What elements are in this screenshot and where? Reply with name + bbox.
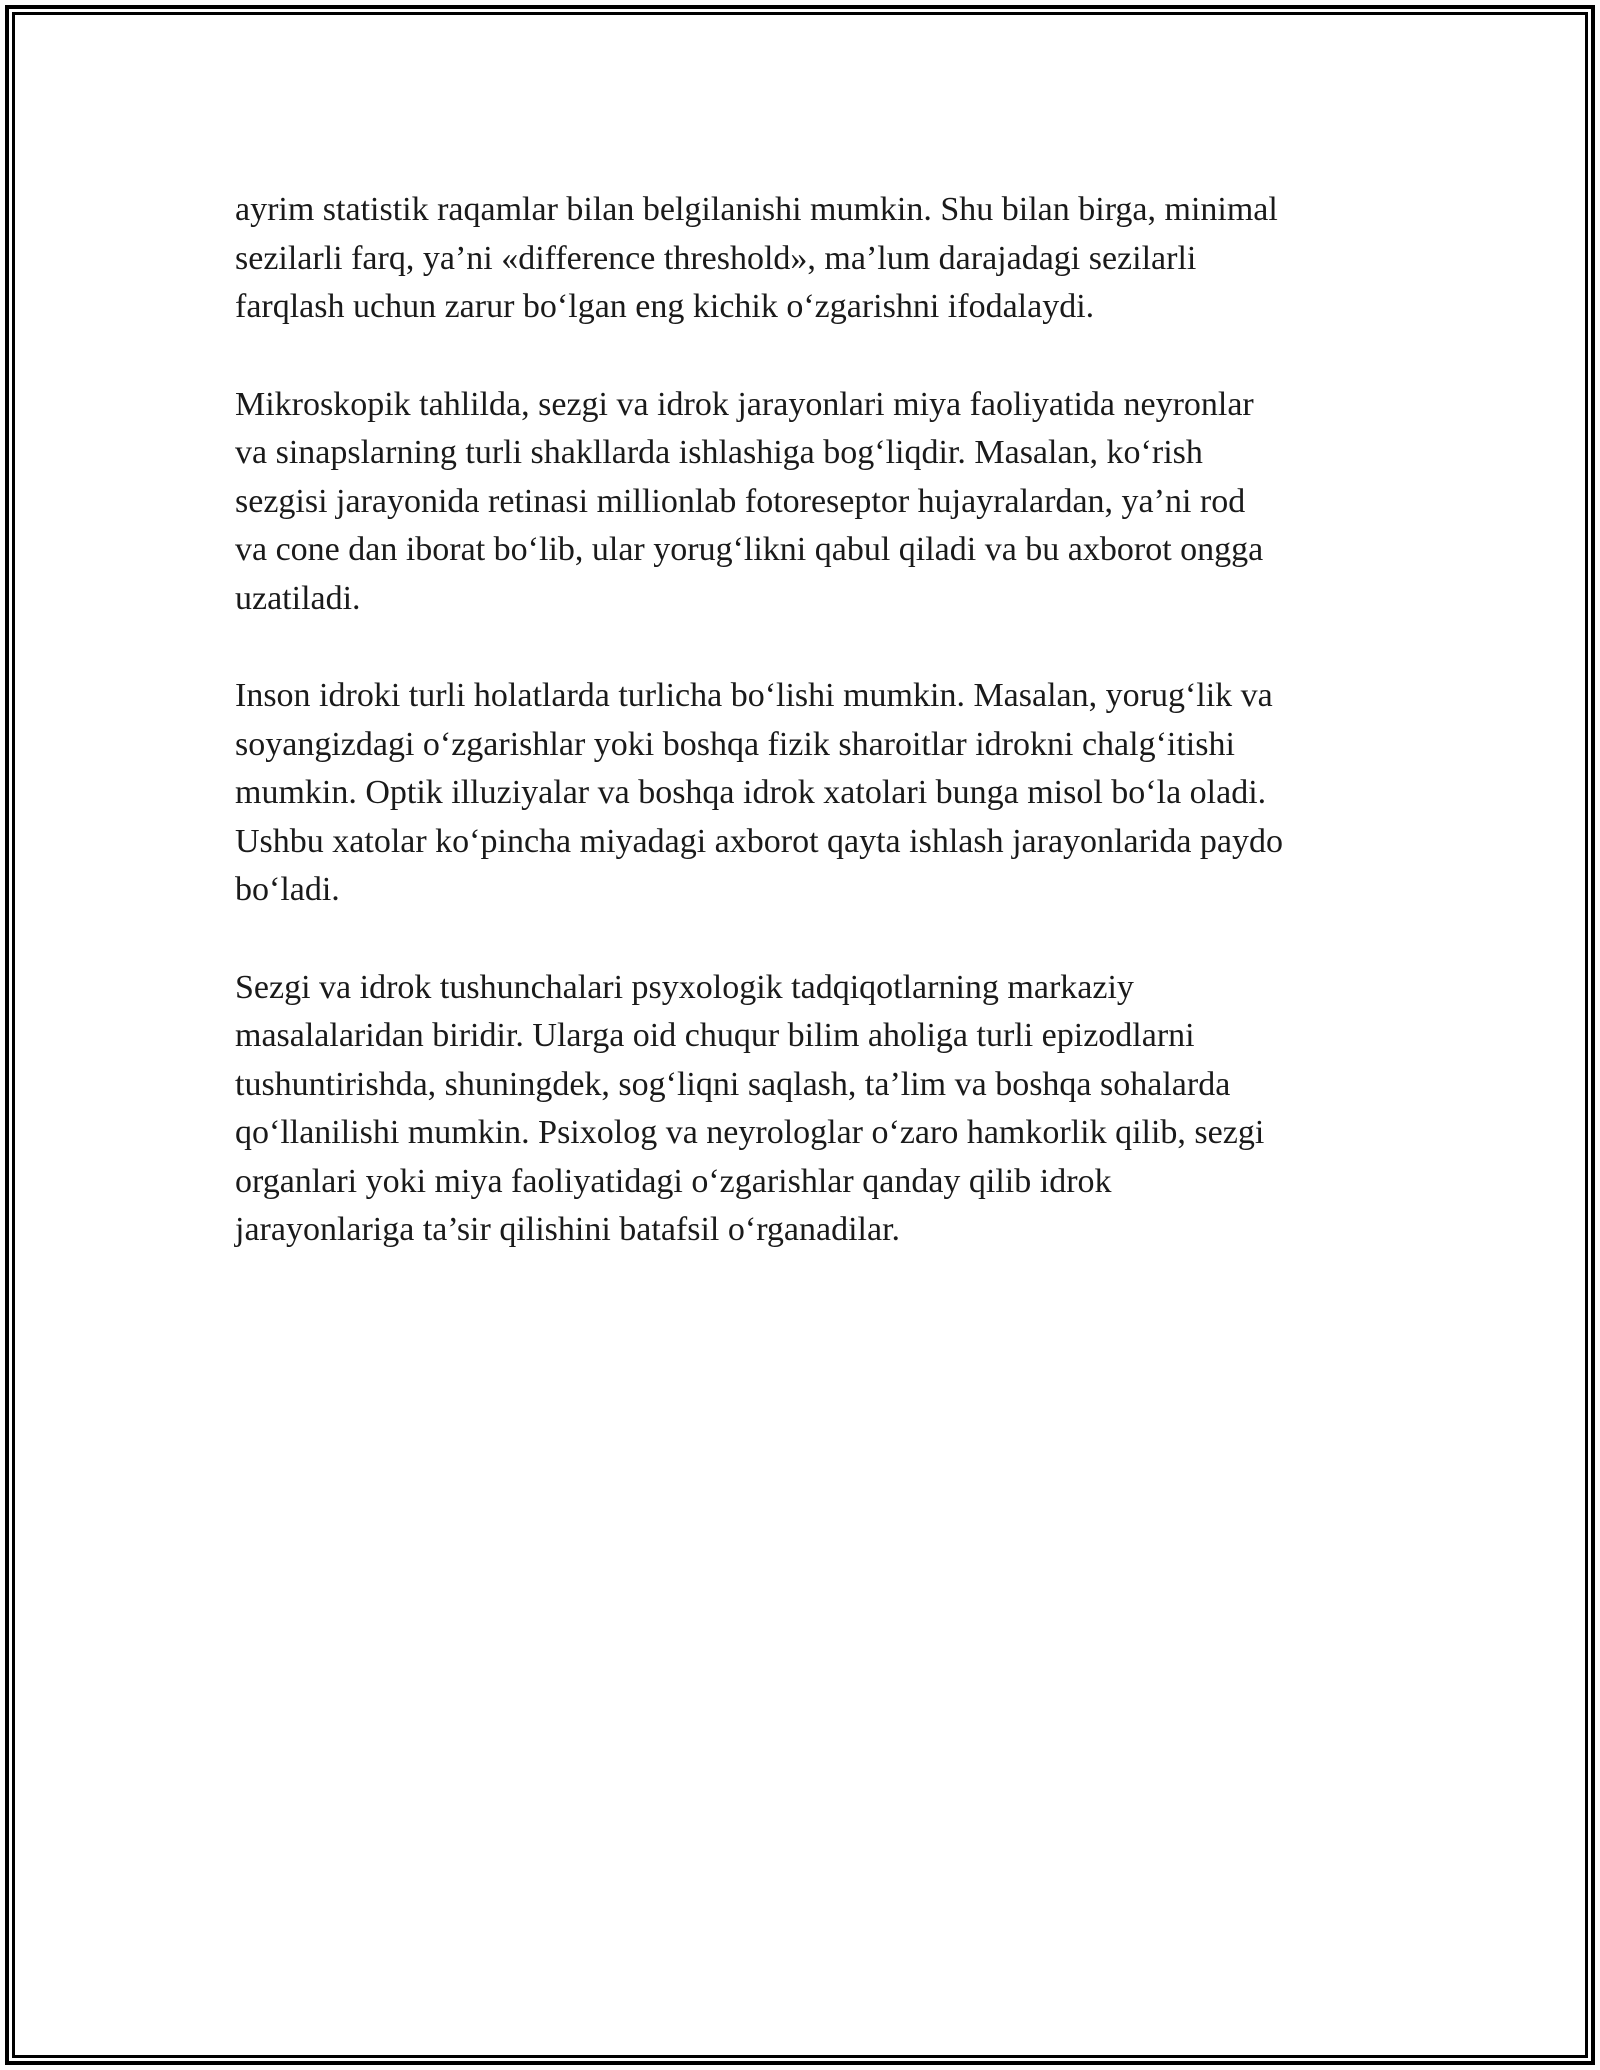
paragraph-2 <box>235 381 1375 624</box>
text-line: bo‘ladi. <box>235 871 340 908</box>
text-line: jarayonlariga ta’sir qilishini batafsil o‘rganadilar. <box>235 1211 901 1248</box>
text-line: Sezgi va idrok tushunchalari psyxologik tadqiqotlarning markaziy <box>235 968 1134 1006</box>
paragraph-3 <box>235 672 1375 915</box>
text-line: farqlash uchun zarur bo‘lgan eng kichik o‘zgarishni ifodalaydi. <box>235 288 1095 325</box>
text-line: uzatiladi. <box>235 579 361 617</box>
text-line: va cone dan iborat bo‘lib, ular yorug‘likni qabul qiladi va bu axborot ongga <box>235 531 1264 568</box>
document-body <box>235 186 1375 1304</box>
paragraph-1 <box>235 186 1375 332</box>
text-line: mumkin. Optik illuziyalar va boshqa idrok xatolari bunga misol bo‘la oladi. <box>235 774 1267 811</box>
text-line: Mikroskopik tahlilda, sezgi va idrok jarayonlari miya faoliyatida neyronlar <box>235 385 1254 423</box>
text-line: ayrim statistik raqamlar bilan belgilanishi mumkin. Shu bilan birga, minimal <box>235 191 1278 228</box>
text-line: qo‘llanilishi mumkin. Psixolog va neyrologlar o‘zaro hamkorlik qilib, sezgi <box>235 1114 1265 1151</box>
text-line: organlari yoki miya faoliyatidagi o‘zgarishlar qanday qilib idrok <box>235 1162 1112 1200</box>
text-line: sezilarli farq, ya’ni «difference threshold», ma’lum darajadagi sezilarli <box>235 239 1197 277</box>
text-line: sezgisi jarayonida retinasi millionlab fotoreseptor hujayralardan, ya’ni rod <box>235 482 1246 520</box>
text-line: masalalaridan biridir. Ularga oid chuqur bilim aholiga turli epizodlarni <box>235 1017 1195 1054</box>
text-line: Ushbu xatolar ko‘pincha miyadagi axborot qayta ishlash jarayonlarida paydo <box>235 822 1284 860</box>
paragraph-4 <box>235 964 1375 1255</box>
text-line: tushuntirishda, shuningdek, sog‘liqni saqlash, ta’lim va boshqa sohalarda <box>235 1065 1231 1103</box>
text-line: Inson idroki turli holatlarda turlicha bo‘lishi mumkin. Masalan, yorug‘lik va <box>235 677 1273 714</box>
text-line: soyangizdagi o‘zgarishlar yoki boshqa fizik sharoitlar idrokni chalg‘itishi <box>235 725 1235 763</box>
text-line: va sinapslarning turli shakllarda ishlashiga bog‘liqdir. Masalan, ko‘rish <box>235 434 1203 471</box>
